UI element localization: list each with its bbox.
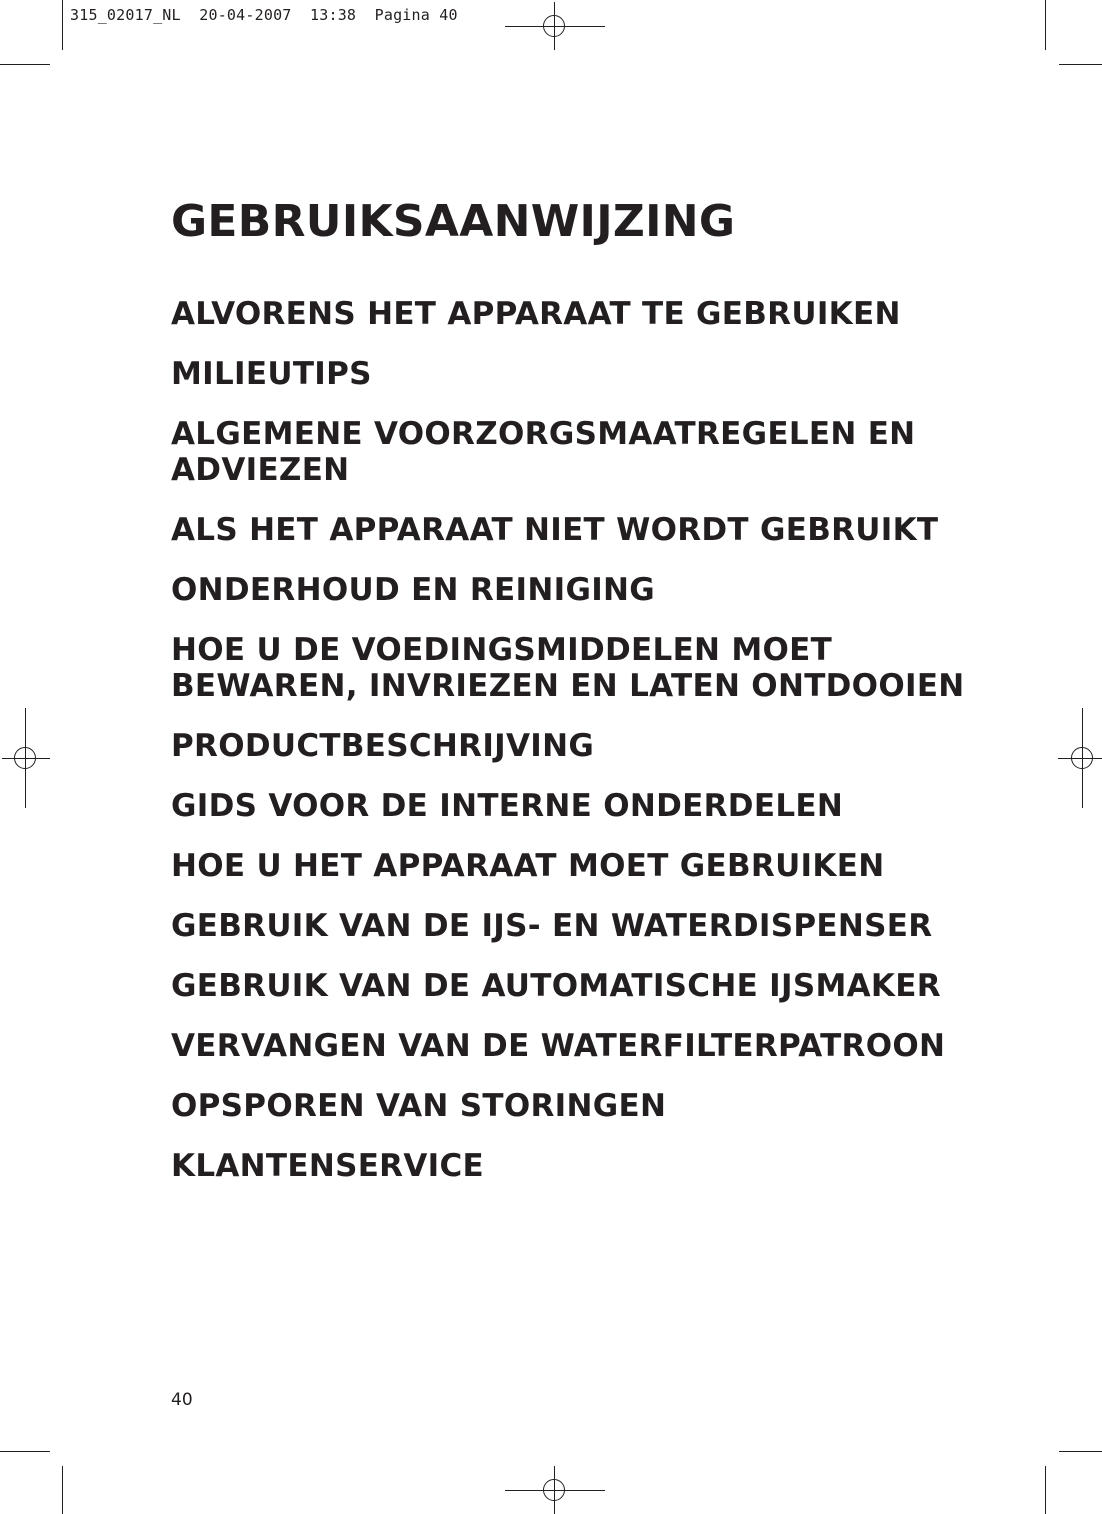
toc-item: OPSPOREN VAN STORINGEN [171,1088,667,1124]
crop-mark-bottom-right-vertical [1045,1466,1046,1514]
toc-item: GEBRUIK VAN DE IJS- EN WATERDISPENSER [171,908,933,944]
crop-mark-top-left-horizontal [0,64,50,65]
registration-mark-bottom-circle [543,1479,565,1501]
toc-item: ONDERHOUD EN REINIGING [171,572,656,608]
registration-mark-top-circle [543,15,565,37]
toc-item: GIDS VOOR DE INTERNE ONDERDELEN [171,788,844,824]
toc-item: HOE U DE VOEDINGSMIDDELEN MOET BEWAREN, INVRIEZEN EN LATEN ONTDOOIEN [171,632,965,704]
toc-item: ALVORENS HET APPARAAT TE GEBRUIKEN [171,296,901,332]
toc-item: MILIEUTIPS [171,356,372,392]
registration-mark-right-circle [1071,747,1093,769]
toc-item: HOE U HET APPARAAT MOET GEBRUIKEN [171,848,885,884]
crop-mark-bottom-left-horizontal [0,1451,50,1452]
table-of-contents [171,296,971,1184]
toc-item: ALGEMENE VOORZORGSMAATREGELEN EN ADVIEZEN [171,416,916,488]
crop-mark-top-right-vertical [1045,0,1046,50]
crop-mark-top-left-vertical [62,0,63,50]
toc-item: GEBRUIK VAN DE AUTOMATISCHE IJSMAKER [171,968,941,1004]
crop-mark-bottom-left-vertical [62,1466,63,1514]
toc-item: ALS HET APPARAAT NIET WORDT GEBRUIKT [171,512,939,548]
registration-mark-left-circle [14,747,36,769]
crop-mark-bottom-right-horizontal [1059,1451,1102,1452]
toc-item: VERVANGEN VAN DE WATERFILTERPATROON [171,1028,946,1064]
toc-item: PRODUCTBESCHRIJVING [171,728,595,764]
toc-item: KLANTENSERVICE [171,1148,485,1184]
print-slug: 315_02017_NL 20-04-2007 13:38 Pagina 40 [70,6,458,24]
crop-mark-top-right-horizontal [1059,64,1102,65]
page-title: GEBRUIKSAANWIJZING [171,196,736,247]
page-number: 40 [171,1390,193,1410]
